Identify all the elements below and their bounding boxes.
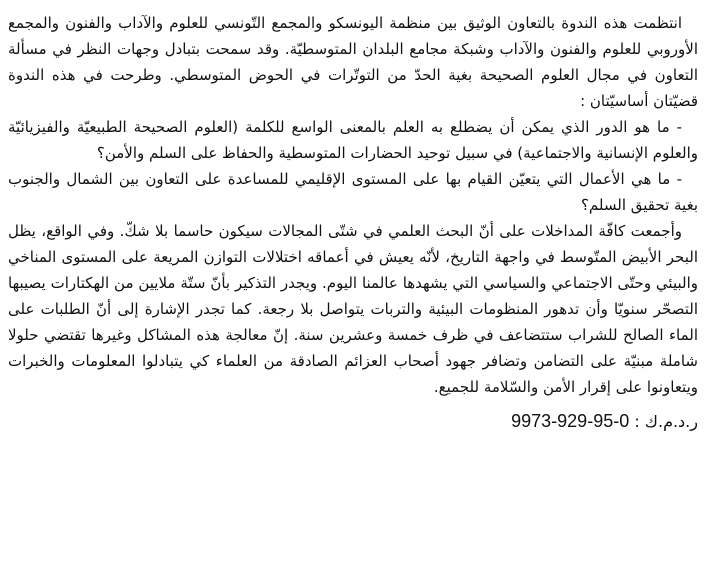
intro-paragraph: انتظمت هذه الندوة بالتعاون الوثيق بين منظمة اليونسكو والمجمع التّونسي للعلوم والآداب والفنون والمجمع الأوروبي للعلوم والفنون والآداب وشبكة مجامع البلدان المتوسطيّة. وقد سمحت بتبادل وجهات النظر في مسألة التعاون في مجال العلوم الصحيحة بغية الحدّ من التوتّرات في الحوض المتوسطي. وطرحت في هذه الندوة قضيّتان أساسيّتان :: [8, 14, 698, 110]
isbn-label: ر.د.م.ك :: [634, 412, 698, 431]
question-bullet-2: - ما هي الأعمال التي يتعيّن القيام بها على المستوى الإقليمي للمساعدة على التعاون بين الشمال والجنوب بغية تحقيق السلم؟: [8, 170, 698, 214]
conclusion-paragraph: وأجمعت كافّة المداخلات على أنّ البحث العلمي في شتّى المجالات سيكون حاسما بلا شكّ. وفي الواقع، يظل البحر الأبيض المتّوسط في واجهة التاريخ، لأنّه يعيش في أعماقه اختلالات التوازن المريعة على المستوى المناخي والبيئي وحتّى الاجتماعي والسياسي التي يشهدها عالمنا اليوم. ويجدر التذكير بأنّ ستّة ملايين من الهكتارات يصيبها التصحّر سنويّا وأن تدهور المنظومات البيئية والتربات يتواصل بلا رجعة. كما تجدر الإشارة إلى أنّ الطلبات على الماء الصالح للشراب ستتضاعف في ظرف خمسة وعشرين سنة. إنّ معالجة هذه المشاكل وغيرها تقتضي حلولا شاملة مبنيّة على التضامن وتضافر جهود أصحاب العزائم الصادقة من العلماء كي يتبادلوا المعلومات والخبرات ويتعاونوا على إقرار الأمن والسّلامة للجميع.: [8, 222, 698, 396]
isbn-line: [8, 408, 698, 435]
isbn-number: 9973-929-95-0: [511, 411, 630, 431]
question-bullet-1: - ما هو الدور الذي يمكن أن يضطلع به العلم بالمعنى الواسع للكلمة (العلوم الصحيحة الطبيعيّة والفيزيائيّة والعلوم الإنسانية والاجتماعية) في سبيل توحيد الحضارات المتوسطية والحفاظ على السلم والأمن؟: [8, 118, 698, 162]
